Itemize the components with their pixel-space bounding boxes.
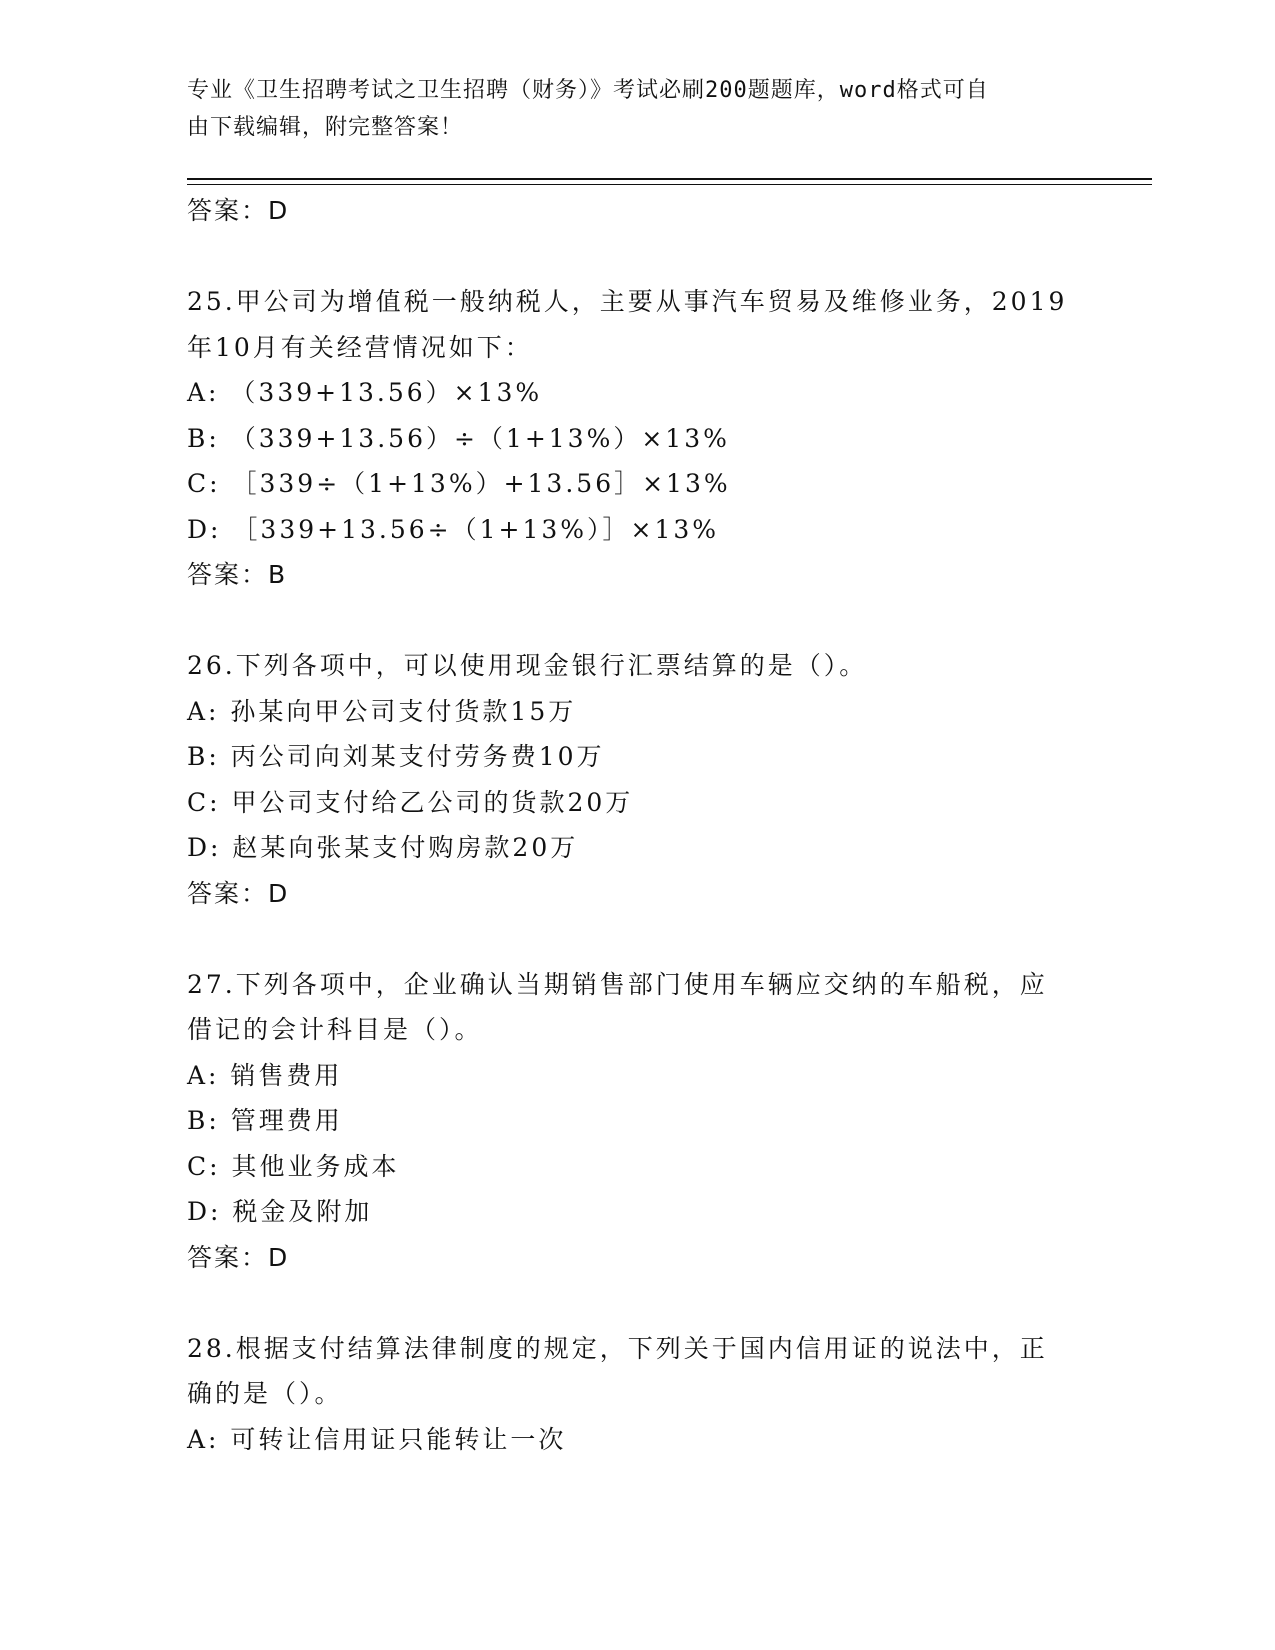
header-line-2: 由下载编辑，附完整答案！ bbox=[187, 115, 464, 140]
question-stem: 年10月有关经营情况如下： bbox=[187, 332, 533, 362]
option-a: A: （339+13.56）×13% bbox=[187, 378, 543, 407]
question-27 bbox=[187, 962, 1087, 1281]
option-a: A: 可转让信用证只能转让一次 bbox=[187, 1424, 567, 1454]
answer: 答案：D bbox=[187, 1242, 290, 1272]
option-d: D: 税金及附加 bbox=[187, 1197, 373, 1226]
question-stem: 25.甲公司为增值税一般纳税人，主要从事汽车贸易及维修业务，2019 bbox=[187, 287, 1068, 316]
header-divider-thin bbox=[187, 184, 1152, 185]
option-b: B: 丙公司向刘某支付劳务费10万 bbox=[187, 742, 605, 771]
option-b: B: 管理费用 bbox=[187, 1106, 343, 1135]
document-header bbox=[187, 72, 1067, 146]
option-d: D: 赵某向张某支付购房款20万 bbox=[187, 833, 579, 862]
answer: 答案：D bbox=[187, 878, 290, 908]
header-divider bbox=[187, 178, 1152, 180]
header-line-1: 专业《卫生招聘考试之卫生招聘（财务）》考试必刷200题题库，word格式可自 bbox=[187, 78, 989, 103]
answer: 答案：B bbox=[187, 560, 288, 589]
question-28 bbox=[187, 1326, 1087, 1463]
question-stem: 26.下列各项中，可以使用现金银行汇票结算的是（）。 bbox=[187, 651, 868, 680]
question-26 bbox=[187, 643, 1087, 916]
question-25 bbox=[187, 279, 1087, 598]
option-d: D: ［339+13.56÷（1+13%）］×13% bbox=[187, 514, 720, 544]
question-stem: 确的是（）。 bbox=[187, 1379, 343, 1408]
option-c: C: 甲公司支付给乙公司的货款20万 bbox=[187, 787, 634, 817]
option-c: C: 其他业务成本 bbox=[187, 1151, 400, 1181]
option-a: A: 孙某向甲公司支付货款15万 bbox=[187, 696, 577, 726]
option-a: A: 销售费用 bbox=[187, 1060, 343, 1090]
option-c: C: ［339÷（1+13%）+13.56］×13% bbox=[187, 469, 731, 498]
question-list bbox=[187, 188, 1087, 1462]
previous-answer: 答案：D bbox=[187, 196, 290, 225]
option-b: B: （339+13.56）÷（1+13%）×13% bbox=[187, 423, 730, 453]
question-stem: 28.根据支付结算法律制度的规定，下列关于国内信用证的说法中，正 bbox=[187, 1333, 1048, 1363]
question-stem: 借记的会计科目是（）。 bbox=[187, 1015, 483, 1044]
question-stem: 27.下列各项中，企业确认当期销售部门使用车辆应交纳的车船税，应 bbox=[187, 969, 1048, 999]
